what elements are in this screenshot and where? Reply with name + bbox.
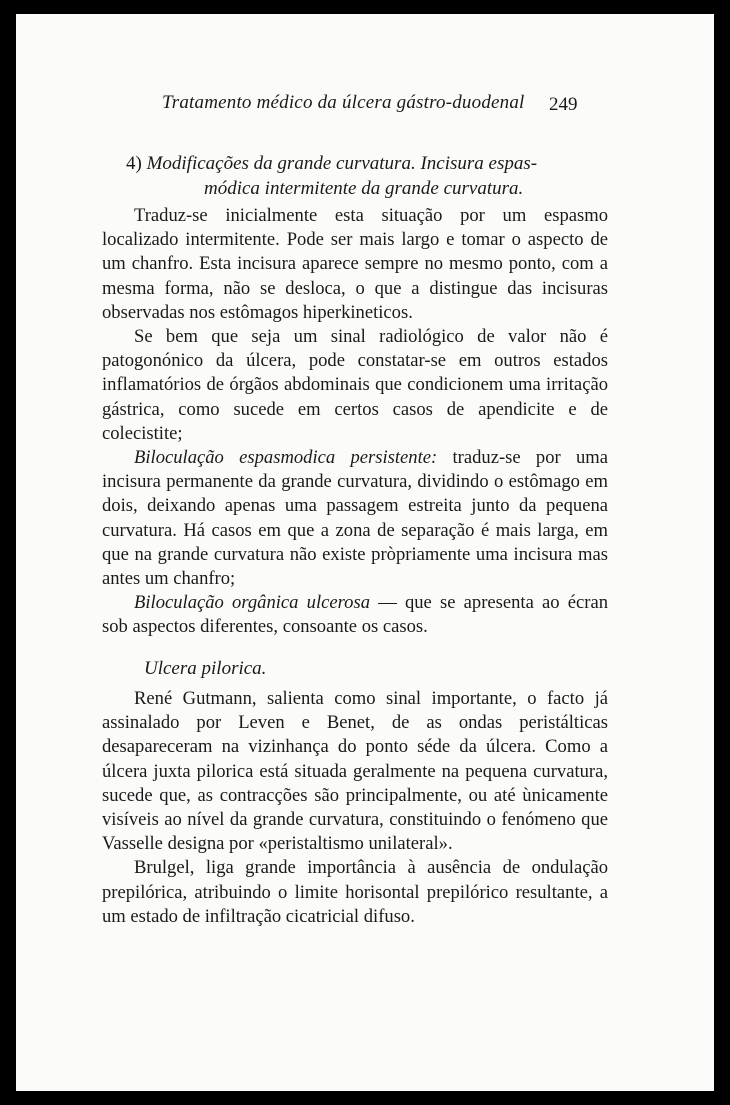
- paragraph-3-label: Biloculação espasmodica persistente:: [134, 447, 438, 469]
- paragraph-6: Brulgel, liga grande importância à ausência de ondulação prepilórica, atribuindo o limite horisontal prepilórico resultante, a um estado de infiltração cicatricial difuso.: [102, 857, 608, 927]
- running-title: Tratamento médico da úlcera gástro-duodenal: [162, 92, 525, 113]
- paragraph-2: Se bem que seja um sinal radiológico de valor não é patogonónico da úlcera, pode constatar-se em outros estados inflamatórios de órgãos abdominais que condicionem uma irritação gástrica, como sucede em certos casos de apendicite e de colecistite;: [102, 326, 608, 444]
- paragraph-3-text: traduz-se por uma incisura permanente da grande curvatura, dividindo o estômago em dois, deixando apenas uma passagem estreita junto da pequena curvatura. Há casos em que a zona de separação é mais larga, em que na grande curvatura não existe pròpriamente uma incisura mas antes um chanfro;: [102, 447, 608, 590]
- paragraph-4-text: — que se apresenta ao écran sob aspectos diferentes, consoante os casos.: [102, 592, 609, 638]
- section-number: 4): [126, 153, 142, 174]
- page-header: [16, 92, 714, 122]
- section-title-line1: Modificações da grande curvatura. Incisura espas-: [146, 153, 538, 174]
- paragraph-4-label: Biloculação orgânica ulcerosa: [134, 592, 370, 614]
- section-heading: [126, 151, 636, 201]
- body-block-1: [102, 204, 608, 640]
- body-block-2: [102, 687, 608, 929]
- paragraph-1: Traduz-se inicialmente esta situação por um espasmo localizado intermitente. Pode ser mais largo e tomar o aspecto de um chanfro. Esta incisura aparece sempre no mesmo ponto, com a mesma forma, não se desloca, o que a distingue das incisuras observadas nos estômagos hiperkineticos.: [102, 205, 608, 323]
- page-number: 249: [549, 94, 578, 115]
- section-title-line2: módica intermitente da grande curvatura.: [204, 178, 524, 199]
- section-heading-line1: [126, 151, 636, 176]
- subheading-ulcera-pilorica: Ulcera pilorica.: [144, 658, 267, 679]
- paragraph-5: René Gutmann, salienta como sinal importante, o facto já assinalado por Leven e Benet, de as ondas peristálticas desapareceram na vizinhança do ponto séde da úlcera. Como a úlcera juxta pilorica está situada geralmente na pequena curvatura, sucede que, as contracções são principalmente, ou até ùnicamente visíveis ao nível da grande curvatura, constituindo o fenómeno que Vasselle designa por «peristaltismo unilateral».: [102, 688, 608, 855]
- paragraph-4: [102, 591, 608, 639]
- paragraph-3: [102, 446, 608, 591]
- book-page: [16, 14, 714, 1091]
